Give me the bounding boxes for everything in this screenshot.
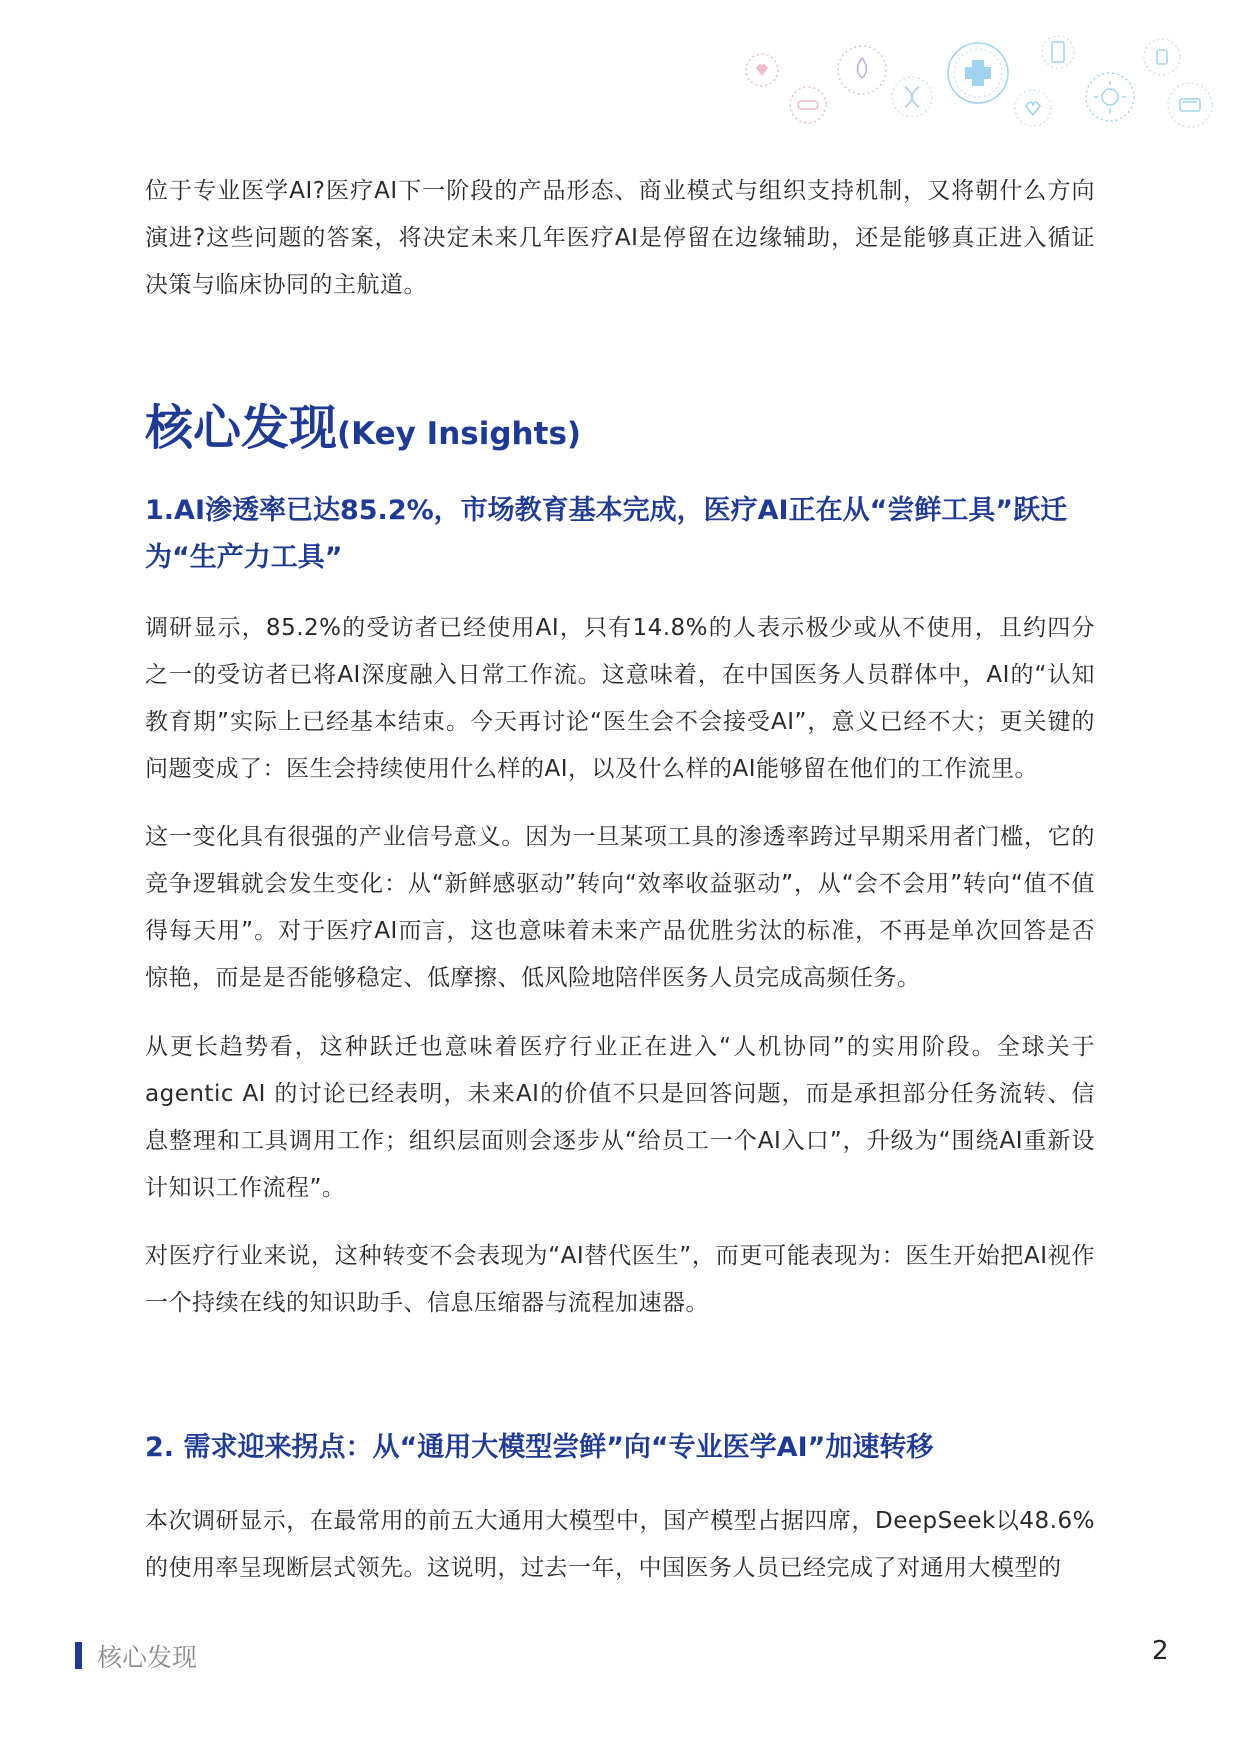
drop-icon xyxy=(838,46,886,94)
intro-paragraph: 位于专业医学AI?医疗AI下一阶段的产品形态、商业模式与组织支持机制，又将朝什么方向演进?这些问题的答案，将决定未来几年医疗AI是停留在边缘辅助，还是能够真正进入循证决策与临床协同的主航道。 xyxy=(145,178,1095,298)
footer-accent-bar xyxy=(75,1642,82,1669)
medical-cross-icon xyxy=(948,43,1008,103)
finding-1-title: 1.AI渗透率已达85.2%，市场教育基本完成，医疗AI正在从“尝鲜工具”跃迁为“生产力工具” xyxy=(145,495,1068,573)
heart-monitor-icon xyxy=(1015,90,1051,126)
virus-icon xyxy=(1086,73,1134,121)
finding-1-paragraph-3: 从更长趋势看，这种跃迁也意味着医疗行业正在进入“人机协同”的实用阶段。全球关于agentic AI 的讨论已经表明，未来AI的价值不只是回答问题，而是承担部分任务流转、信息整理和工具调用工作；组织层面则会逐步从“给员工一个AI入口”，升级为“围绕AI重新设计知识工作流程”。 xyxy=(145,1034,1095,1201)
section-title-cn: 核心发现 xyxy=(145,400,338,456)
section-title xyxy=(145,398,581,464)
finding-2-paragraph: 本次调研显示，在最常用的前五大通用大模型中，国产模型占据四席，DeepSeek以48.6%的使用率呈现断层式领先。这说明，过去一年，中国医务人员已经完成了对通用大模型的 xyxy=(145,1508,1095,1581)
ambulance-icon xyxy=(1168,83,1212,127)
bottle-icon xyxy=(1144,39,1180,75)
finding-1-paragraph-4: 对医疗行业来说，这种转变不会表现为“AI替代医生”，而更可能表现为：医生开始把AI视作一个持续在线的知识助手、信息压缩器与流程加速器。 xyxy=(145,1243,1095,1316)
footer-section-label: 核心发现 xyxy=(97,1643,198,1672)
section-title-en: (Key Insights) xyxy=(337,416,582,452)
finding-2-title: 2. 需求迎来拐点：从“通用大模型尝鲜”向“专业医学AI”加速转移 xyxy=(145,1432,934,1463)
phone-icon xyxy=(1042,36,1074,68)
medical-icons-decoration xyxy=(0,0,1240,140)
finding-1-paragraph-1: 调研显示，85.2%的受访者已经使用AI，只有14.8%的人表示极少或从不使用，且约四分之一的受访者已将AI深度融入日常工作流。这意味着，在中国医务人员群体中，AI的“认知教育期”实际上已经基本结束。今天再讨论“医生会不会接受AI”，意义已经不大；更关键的问题变成了：医生会持续使用什么样的AI，以及什么样的AI能够留在他们的工作流里。 xyxy=(145,615,1095,782)
page-number: 2 xyxy=(1152,1636,1169,1666)
pill-icon xyxy=(790,87,826,123)
heart-icon xyxy=(746,54,778,86)
finding-1-paragraph-2: 这一变化具有很强的产业信号意义。因为一旦某项工具的渗透率跨过早期采用者门槛，它的竞争逻辑就会发生变化：从“新鲜感驱动”转向“效率收益驱动”，从“会不会用”转向“值不值得每天用”。对于医疗AI而言，这也意味着未来产品优胜劣汰的标准，不再是单次回答是否惊艳，而是是否能够稳定、低摩擦、低风险地陪伴医务人员完成高频任务。 xyxy=(145,824,1095,991)
dna-icon xyxy=(892,77,932,117)
